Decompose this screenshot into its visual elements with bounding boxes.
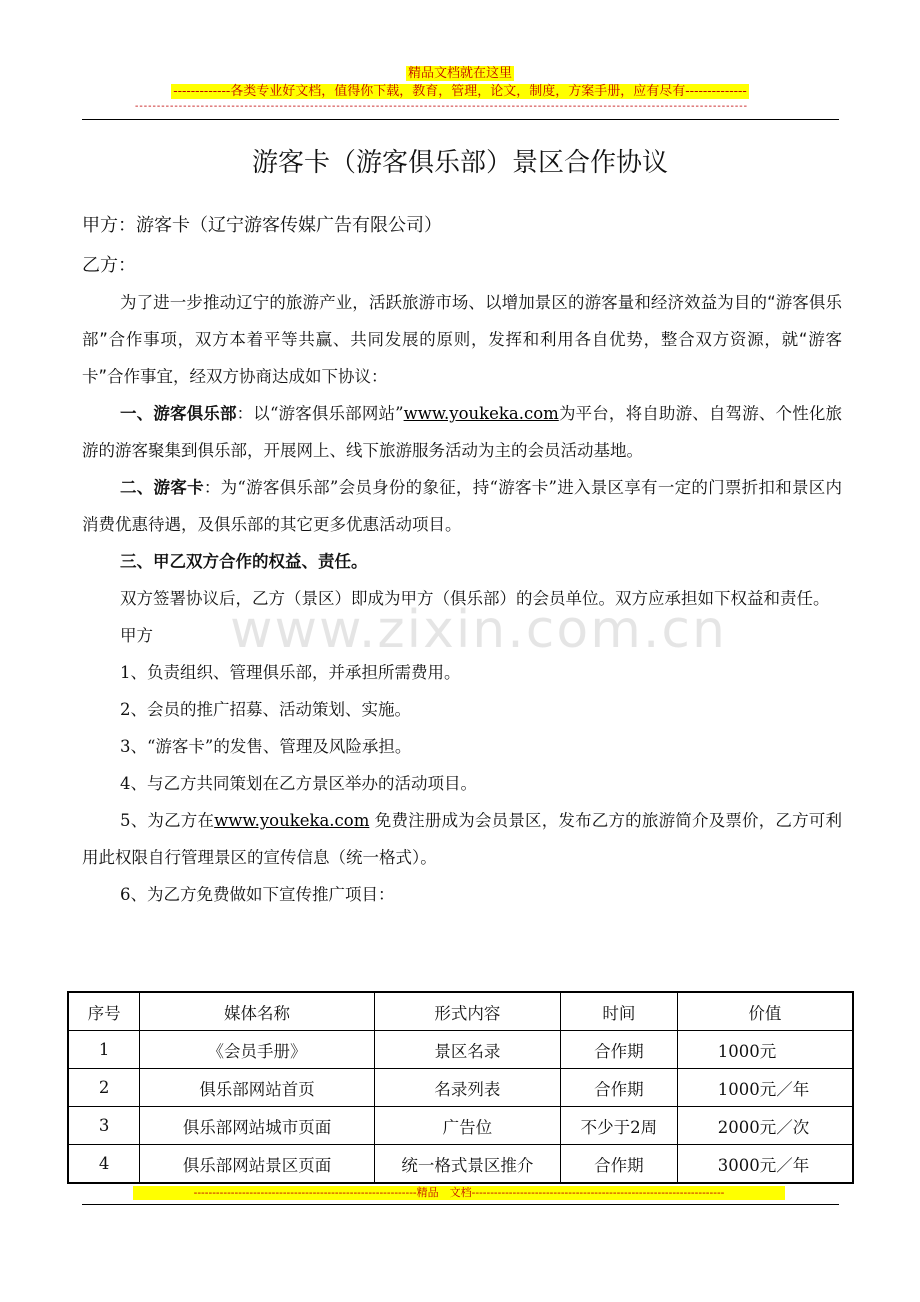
table-cell: 合作期	[561, 1145, 678, 1184]
col-header-media: 媒体名称	[140, 992, 374, 1031]
header-dash-line: --------------------------------------------------------------------------------------------------------------------------------------------	[135, 102, 749, 112]
item-5-post: 免费注册成为会员景区，发布乙方的旅游简介及票价，乙方可利用此权限自行管理景区的宣传信息（统一格式）。	[82, 811, 842, 867]
table-cell: 广告位	[374, 1107, 560, 1145]
table-cell: 俱乐部网站景区页面	[140, 1145, 374, 1184]
col-header-form: 形式内容	[374, 992, 560, 1031]
header-banner-title-text: 精品文档就在这里	[407, 66, 512, 81]
party-a-label: 甲方	[120, 626, 153, 645]
section-2-text: ：为“游客俱乐部”会员身份的象征，持“游客卡”进入景区享有一定的门票折扣和景区内消费优惠待遇，及俱乐部的其它更多优惠活动项目。	[82, 478, 842, 534]
table-cell: 俱乐部网站城市页面	[140, 1107, 374, 1145]
item-2: 2、会员的推广招募、活动策划、实施。	[120, 700, 411, 719]
item-5	[82, 802, 842, 876]
table-cell: 1000元	[677, 1031, 853, 1069]
section-1-pre: ：以“游客俱乐部网站”	[236, 404, 404, 423]
item-6: 6、为乙方免费做如下宣传推广项目：	[120, 885, 395, 904]
col-header-index: 序号	[68, 992, 140, 1031]
table-cell: 俱乐部网站首页	[140, 1069, 374, 1107]
section-3-text: 双方签署协议后，乙方（景区）即成为甲方（俱乐部）的会员单位。双方应承担如下权益和责任。	[120, 589, 830, 608]
table-row	[68, 1031, 853, 1069]
promotion-table	[67, 991, 854, 1184]
table-cell: 2	[68, 1069, 140, 1107]
table-cell: 3000元／年	[677, 1145, 853, 1184]
section-1	[82, 395, 842, 469]
footer-banner: ------------------------------------------------------------精品 文档--------------------------------------------------------------------	[133, 1186, 785, 1200]
table-cell: 统一格式景区推介	[374, 1145, 560, 1184]
party-b: 乙方：	[82, 255, 136, 276]
table-cell: 景区名录	[374, 1031, 560, 1069]
item-5-pre: 5、为乙方在	[120, 811, 215, 830]
youkeka-link-2[interactable]: www.youkeka.com	[214, 811, 370, 830]
party-a: 甲方：游客卡（辽宁游客传媒广告有限公司）	[82, 215, 442, 236]
section-2-heading: 二、游客卡	[120, 478, 204, 497]
section-2	[82, 469, 842, 543]
header-rule	[82, 119, 839, 120]
section-1-post: 为平台，将自助游、自驾游、个性化旅游的游客聚集到俱乐部，开展网上、线下旅游服务活动为主的会员活动基地。	[82, 404, 843, 460]
table-cell: 不少于2周	[561, 1107, 678, 1145]
section-3-heading: 三、甲乙双方合作的权益、责任。	[120, 552, 368, 571]
col-header-time: 时间	[561, 992, 678, 1031]
footer-rule	[82, 1204, 839, 1205]
item-1: 1、负责组织、管理俱乐部，并承担所需费用。	[120, 663, 461, 682]
watermark: www.zixin.com.cn	[230, 600, 727, 660]
table-cell: 3	[68, 1107, 140, 1145]
table-header-row	[68, 992, 853, 1031]
table-cell: 合作期	[561, 1069, 678, 1107]
header-banner-title	[0, 66, 920, 82]
document-title: 游客卡（游客俱乐部）景区合作协议	[251, 148, 668, 178]
table-cell: 1	[68, 1031, 140, 1069]
table-cell: 1000元／年	[677, 1069, 853, 1107]
item-4: 4、与乙方共同策划在乙方景区举办的活动项目。	[120, 774, 477, 793]
youkeka-link[interactable]: www.youkeka.com	[403, 404, 559, 423]
table-row	[68, 1107, 853, 1145]
col-header-value: 价值	[677, 992, 853, 1031]
table-row	[68, 1069, 853, 1107]
table-cell: 名录列表	[374, 1069, 560, 1107]
table-cell: 2000元／次	[677, 1107, 853, 1145]
header-banner-tagline-text: -------------各类专业好文档，值得你下载，教育，管理，论文，制度，方案手册，应有尽有--------------	[173, 84, 747, 99]
table-cell: 《会员手册》	[140, 1031, 374, 1069]
table-cell: 合作期	[561, 1031, 678, 1069]
table-row	[68, 1145, 853, 1184]
section-1-heading: 一、游客俱乐部	[120, 404, 237, 423]
table-cell: 4	[68, 1145, 140, 1184]
document-body	[82, 206, 842, 913]
header-banner-tagline	[0, 84, 920, 100]
item-3: 3、“游客卡”的发售、管理及风险承担。	[120, 737, 412, 756]
intro-paragraph: 为了进一步推动辽宁的旅游产业，活跃旅游市场、以增加景区的游客量和经济效益为目的“游客俱乐部”合作事项，双方本着平等共赢、共同发展的原则，发挥和利用各自优势，整合双方资源，就“游客卡”合作事宜，经双方协商达成如下协议：	[82, 293, 842, 386]
